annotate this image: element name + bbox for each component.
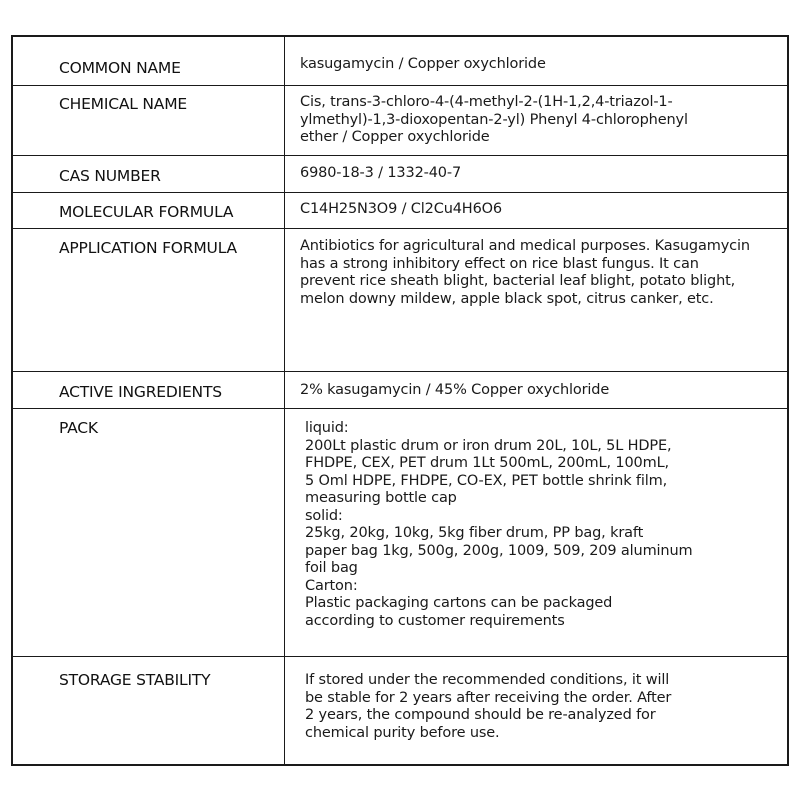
value-line: ether / Copper oxychloride (300, 129, 490, 145)
value-line: ylmethyl)-1,3-dioxopentan-2-yl) Phenyl 4-chlorophenyl (300, 111, 688, 128)
value-storage-stability (305, 672, 671, 742)
row-divider (13, 656, 787, 657)
value-line: 2 years, the compound should be re-analyzed for (305, 707, 656, 723)
value-line: C14H25N3O9 / Cl2Cu4H6O6 (300, 201, 502, 217)
label-cas-number: CAS NUMBER (59, 167, 161, 185)
value-line: chemical purity before use. (305, 724, 500, 741)
row-divider (13, 371, 787, 372)
value-line: according to customer requirements (305, 612, 565, 629)
value-line: 200Lt plastic drum or iron drum 20L, 10L, 5L HDPE, (305, 437, 672, 454)
value-line: measuring bottle cap (305, 490, 457, 506)
value-line: foil bag (305, 560, 358, 576)
label-active-ingredients: ACTIVE INGREDIENTS (59, 383, 222, 401)
row-divider (13, 85, 787, 86)
value-line: If stored under the recommended conditions, it will (305, 672, 670, 688)
label-chemical-name: CHEMICAL NAME (59, 95, 187, 113)
column-divider (284, 37, 285, 764)
value-line: solid: (305, 507, 343, 524)
value-cas-number (300, 165, 461, 183)
label-application-formula: APPLICATION FORMULA (59, 239, 237, 257)
value-line: FHDPE, CEX, PET drum 1Lt 500mL, 200mL, 100mL, (305, 455, 669, 471)
value-line: prevent rice sheath blight, bacterial leaf blight, potato blight, (300, 273, 736, 289)
value-application-formula (300, 238, 750, 308)
value-line: has a strong inhibitory effect on rice blast fungus. It can (300, 255, 699, 272)
label-common-name: COMMON NAME (59, 59, 181, 77)
value-molecular-formula (300, 201, 502, 219)
product-spec-table (11, 35, 789, 766)
value-common-name (300, 56, 546, 74)
value-line: 6980-18-3 / 1332-40-7 (300, 165, 462, 181)
value-chemical-name (300, 94, 688, 147)
value-line: Carton: (305, 577, 358, 594)
value-line: 2% kasugamycin / 45% Copper oxychloride (300, 382, 610, 398)
label-storage-stability: STORAGE STABILITY (59, 671, 211, 689)
value-line: Antibiotics for agricultural and medical purposes. Kasugamycin (300, 238, 750, 254)
value-line: Cis, trans-3-chloro-4-(4-methyl-2-(1H-1,2,4-triazol-1- (300, 94, 673, 110)
value-line: 5 Oml HDPE, FHDPE, CO-EX, PET bottle shrink film, (305, 472, 668, 489)
value-line: liquid: (305, 420, 349, 436)
value-active-ingredients (300, 382, 609, 400)
row-divider (13, 408, 787, 409)
label-pack: PACK (59, 419, 98, 437)
row-divider (13, 228, 787, 229)
value-line: 25kg, 20kg, 10kg, 5kg fiber drum, PP bag, kraft (305, 525, 644, 541)
value-line: melon downy mildew, apple black spot, citrus canker, etc. (300, 290, 714, 307)
value-pack (305, 420, 693, 630)
value-line: kasugamycin / Copper oxychloride (300, 56, 546, 72)
label-molecular-formula: MOLECULAR FORMULA (59, 203, 234, 221)
row-divider (13, 192, 787, 193)
value-line: Plastic packaging cartons can be packaged (305, 595, 613, 611)
value-line: be stable for 2 years after receiving the order. After (305, 689, 672, 706)
value-line: paper bag 1kg, 500g, 200g, 1009, 509, 209 aluminum (305, 542, 693, 559)
row-divider (13, 155, 787, 156)
